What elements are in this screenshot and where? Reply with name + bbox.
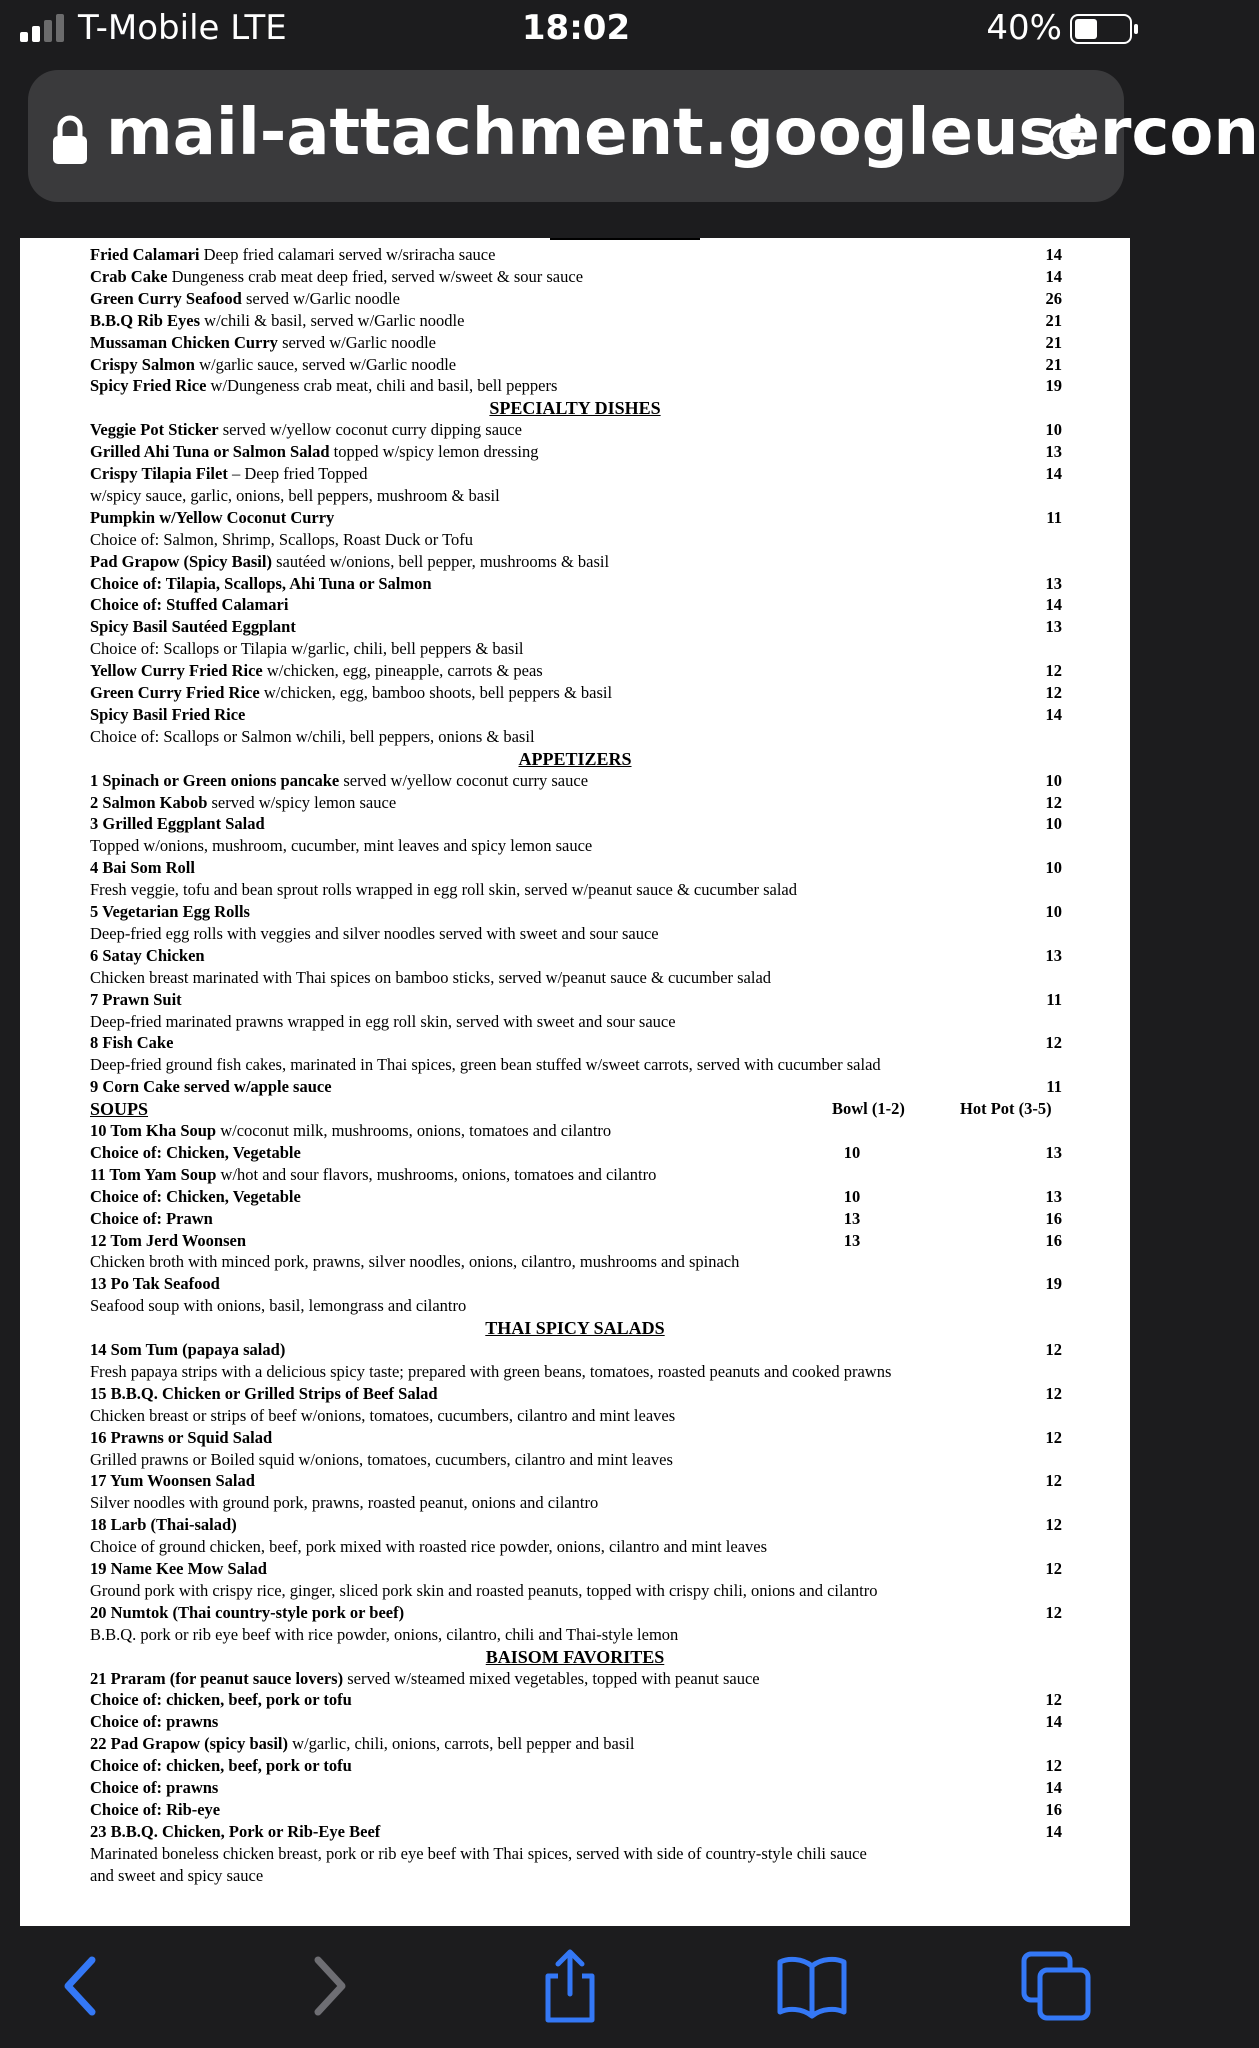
menu-item <box>90 1208 213 1230</box>
item-description: Choice of: Scallops or Tilapia w/garlic, chili, bell peppers & basil <box>90 639 524 659</box>
chevron-right-icon[interactable] <box>286 1946 366 2026</box>
menu-item <box>90 244 495 266</box>
item-name: 14 Som Tum (papaya salad) <box>90 1340 286 1359</box>
item-name: 7 Prawn Suit <box>90 989 182 1009</box>
item-price: 12 <box>1045 1427 1062 1447</box>
item-description: w/garlic, chili, onions, carrots, bell pepper and basil <box>288 1734 635 1754</box>
bowl-column-header: Bowl (1-2) <box>832 1099 905 1119</box>
menu-item <box>90 682 612 704</box>
chevron-left-icon[interactable] <box>44 1946 124 2026</box>
menu-item <box>90 266 583 288</box>
item-name: Mussaman Chicken Curry <box>90 332 278 352</box>
menu-item <box>90 726 535 748</box>
item-price: 14 <box>1045 1712 1062 1732</box>
item-price: 21 <box>1045 354 1062 374</box>
item-description: Chicken breast or strips of beef w/onions, tomatoes, cucumbers, cilantro and mint leaves <box>90 1405 676 1425</box>
bowl-price: 10 <box>843 1142 861 1162</box>
item-name: Veggie Pot Sticker <box>90 420 219 440</box>
menu-item <box>90 1339 285 1361</box>
item-price: 12 <box>1045 683 1062 702</box>
item-description: Topped w/onions, mushroom, cucumber, mint leaves and spicy lemon sauce <box>90 836 593 856</box>
menu-item <box>90 463 368 485</box>
section-heading-favorites: BAISOM FAVORITES <box>485 1646 665 1667</box>
item-price: 14 <box>1045 704 1062 724</box>
menu-item <box>90 945 205 967</box>
item-name: Pumpkin w/Yellow Coconut Curry <box>90 507 335 527</box>
menu-item <box>90 660 543 682</box>
menu-item <box>90 573 432 595</box>
item-description: B.B.Q. pork or rib eye beef with rice powder, onions, cilantro, chili and Thai-style lemon <box>90 1624 679 1644</box>
menu-item <box>90 594 288 616</box>
menu-item <box>90 332 436 354</box>
clock: 18:02 <box>521 8 631 48</box>
menu-item <box>90 1383 438 1405</box>
item-name: 10 Tom Kha Soup <box>90 1121 217 1140</box>
item-price: 10 <box>1045 814 1062 834</box>
item-name: Crispy Tilapia Filet <box>90 464 228 483</box>
item-price: 11 <box>1046 507 1062 527</box>
bowl-price: 13 <box>843 1208 861 1228</box>
item-name: Choice of: Chicken, Vegetable <box>90 1142 301 1162</box>
battery-percent: 40% <box>986 8 1062 48</box>
status-bar <box>0 0 1152 58</box>
item-description: Silver noodles with ground pork, prawns, roasted peanut, onions and cilantro <box>90 1493 599 1513</box>
section-heading-appetizers: APPETIZERS <box>518 748 632 769</box>
item-price: 13 <box>1045 1142 1062 1162</box>
menu-item <box>90 1711 218 1733</box>
item-name: 8 Fish Cake <box>90 1033 174 1053</box>
item-description: w/chicken, egg, pineapple, carrots & peas <box>262 661 543 681</box>
item-name: 15 B.B.Q. Chicken or Grilled Strips of Beef Salad <box>90 1383 438 1403</box>
menu-item <box>90 1361 891 1383</box>
menu-item <box>90 1427 272 1449</box>
item-price: 11 <box>1046 1077 1062 1097</box>
item-price: 21 <box>1045 332 1062 352</box>
menu-item <box>90 1164 656 1186</box>
item-description: served w/Garlic noodle <box>241 288 400 308</box>
item-price: 10 <box>1045 420 1062 440</box>
item-description: Dungeness crab meat deep fried, served w/sweet & sour sauce <box>167 266 584 286</box>
menu-item <box>90 1602 404 1624</box>
menu-item <box>90 835 592 857</box>
item-description: Choice of: Scallops or Salmon w/chili, bell peppers, onions & basil <box>90 726 535 746</box>
item-price: 13 <box>1045 442 1062 462</box>
item-name: 11 Tom Yam Soup <box>90 1164 217 1184</box>
menu-item <box>90 1733 634 1755</box>
item-name: 3 Grilled Eggplant Salad <box>90 814 265 834</box>
item-price: 14 <box>1045 595 1062 615</box>
item-name: 16 Prawns or Squid Salad <box>90 1427 273 1447</box>
menu-item <box>90 1405 675 1427</box>
menu-item <box>90 1514 237 1536</box>
menu-item <box>90 288 400 310</box>
item-description: w/chili & basil, served w/Garlic noodle <box>200 310 465 330</box>
item-price: 12 <box>1045 661 1062 681</box>
item-price: 10 <box>1045 902 1062 921</box>
item-price: 13 <box>1045 617 1062 637</box>
item-name: 21 Praram (for peanut sauce lovers) <box>90 1668 344 1688</box>
menu-item <box>90 1777 218 1799</box>
item-price: 16 <box>1045 1230 1062 1250</box>
menu-item <box>90 1054 881 1076</box>
item-description: served w/yellow coconut curry sauce <box>339 770 589 790</box>
item-description: served w/steamed mixed vegetables, topped with peanut sauce <box>343 1668 760 1688</box>
carrier-label: T-Mobile LTE <box>78 8 287 48</box>
section-heading-specialty: SPECIALTY DISHES <box>489 398 661 419</box>
menu-item <box>90 813 265 835</box>
menu-item <box>90 704 245 726</box>
menu-item <box>90 1624 678 1646</box>
item-description: Deep fried calamari served w/sriracha sauce <box>199 245 496 264</box>
item-name: Spicy Basil Sautéed Eggplant <box>90 617 296 637</box>
bowl-price: 10 <box>843 1186 861 1206</box>
item-description: Fresh veggie, tofu and bean sprout rolls wrapped in egg roll skin, served w/peanut sauce & cucumber salad <box>90 880 798 900</box>
item-description: served w/Garlic noodle <box>277 332 437 352</box>
menu-item <box>90 1142 301 1164</box>
menu-item <box>90 792 396 814</box>
menu-item <box>90 1449 673 1471</box>
item-name: 23 B.B.Q. Chicken, Pork or Rib-Eye Beef <box>90 1821 381 1841</box>
item-price: 10 <box>1045 858 1062 878</box>
item-description: w/hot and sour flavors, mushrooms, onions, tomatoes and cilantro <box>216 1164 657 1184</box>
battery-icon <box>1070 14 1132 44</box>
menu-item <box>90 616 296 638</box>
item-description: Deep-fried marinated prawns wrapped in egg roll skin, served with sweet and sour sauce <box>90 1011 676 1031</box>
item-description: Fresh papaya strips with a delicious spicy taste; prepared with green beans, tomatoes, roasted peanuts and cooked prawns <box>90 1361 892 1381</box>
item-price: 14 <box>1045 245 1062 264</box>
menu-item <box>90 1230 246 1252</box>
tabs-icon[interactable] <box>1016 1946 1096 2026</box>
menu-item <box>90 529 473 551</box>
menu-item <box>90 375 557 397</box>
menu-item <box>90 507 334 529</box>
item-description: – Deep fried Topped <box>227 464 368 483</box>
item-name: Green Curry Seafood <box>90 288 242 308</box>
item-description: Choice of: Salmon, Shrimp, Scallops, Roast Duck or Tofu <box>90 529 474 549</box>
section-heading-salads: THAI SPICY SALADS <box>485 1318 665 1339</box>
item-name: Choice of: chicken, beef, pork or tofu <box>90 1756 352 1776</box>
menu-item <box>90 1492 598 1514</box>
item-name: Choice of: Stuffed Calamari <box>90 595 289 615</box>
item-description: Chicken broth with minced pork, prawns, silver noodles, onions, cilantro, mushrooms and spinach <box>90 1252 740 1272</box>
menu-item <box>90 879 797 901</box>
item-price: 14 <box>1045 1821 1062 1841</box>
item-name: Choice of: chicken, beef, pork or tofu <box>90 1690 352 1710</box>
reload-icon[interactable] <box>1038 112 1094 168</box>
menu-item <box>90 310 464 332</box>
item-name: Choice of: Rib-eye <box>90 1799 221 1819</box>
item-name: 18 Larb (Thai-salad) <box>90 1515 237 1535</box>
item-description: Seafood soup with onions, basil, lemongrass and cilantro <box>90 1296 467 1316</box>
menu-item <box>90 901 250 923</box>
item-name: Green Curry Fried Rice <box>90 683 260 702</box>
item-price: 21 <box>1045 310 1062 330</box>
book-icon[interactable] <box>772 1946 852 2026</box>
item-price: 12 <box>1045 1471 1062 1491</box>
item-name: 5 Vegetarian Egg Rolls <box>90 902 250 921</box>
menu-item <box>90 1032 173 1054</box>
menu-item <box>90 1186 301 1208</box>
item-name: Fried Calamari <box>90 245 200 264</box>
menu-item <box>90 485 500 507</box>
menu-item <box>90 1536 767 1558</box>
menu-item <box>90 1865 263 1887</box>
item-price: 13 <box>1045 573 1062 593</box>
menu-item <box>90 1755 352 1777</box>
menu-item <box>90 967 771 989</box>
item-description: sautéed w/onions, bell pepper, mushrooms & basil <box>271 551 610 571</box>
item-name: 2 Salmon Kabob <box>90 792 208 812</box>
hotpot-column-header: Hot Pot (3-5) <box>960 1099 1052 1119</box>
item-price: 12 <box>1045 1340 1062 1359</box>
item-price: 12 <box>1045 1602 1062 1622</box>
section-heading-soups: SOUPS <box>90 1099 149 1120</box>
menu-item <box>90 1273 220 1295</box>
item-description: Chicken breast marinated with Thai spices on bamboo sticks, served w/peanut sauce & cucumber salad <box>90 967 772 987</box>
item-description: Marinated boneless chicken breast, pork or rib eye beef with Thai spices, served with side of country-style chili sauce <box>90 1843 867 1863</box>
item-description: w/garlic sauce, served w/Garlic noodle <box>194 354 457 374</box>
menu-item <box>90 551 609 573</box>
item-description: topped w/spicy lemon dressing <box>329 442 539 462</box>
item-name: 9 Corn Cake served w/apple sauce <box>90 1077 332 1097</box>
menu-item <box>90 419 522 441</box>
menu-item <box>90 1251 739 1273</box>
item-name: Crispy Salmon <box>90 354 195 374</box>
lock-icon <box>50 114 90 166</box>
menu-item <box>90 1011 676 1033</box>
menu-item <box>90 638 524 660</box>
item-price: 13 <box>1045 1186 1062 1206</box>
item-price: 16 <box>1045 1208 1062 1228</box>
item-name: 13 Po Tak Seafood <box>90 1274 220 1294</box>
item-price: 11 <box>1046 989 1062 1009</box>
item-description: Deep-fried ground fish cakes, marinated in Thai spices, green bean stuffed w/sweet carrots, served with cucumber salad <box>90 1055 881 1075</box>
item-name: B.B.Q Rib Eyes <box>90 310 201 330</box>
item-price: 12 <box>1045 1515 1062 1535</box>
item-price: 14 <box>1045 464 1062 483</box>
item-name: Choice of: Tilapia, Scallops, Ahi Tuna or Salmon <box>90 573 432 593</box>
item-price: 19 <box>1045 376 1062 396</box>
share-icon[interactable] <box>530 1946 610 2026</box>
item-price: 10 <box>1045 770 1062 790</box>
item-name: Choice of: prawns <box>90 1778 219 1797</box>
item-description: served w/yellow coconut curry dipping sauce <box>218 420 522 440</box>
menu-item <box>90 1558 267 1580</box>
item-price: 13 <box>1045 945 1062 965</box>
address-bar[interactable] <box>28 70 1259 202</box>
menu-item <box>90 441 538 463</box>
item-description: and sweet and spicy sauce <box>90 1865 264 1885</box>
menu-item <box>90 1076 332 1098</box>
item-name: 12 Tom Jerd Woonsen <box>90 1230 247 1250</box>
item-description: w/Dungeness crab meat, chili and basil, bell peppers <box>206 376 558 396</box>
item-name: 6 Satay Chicken <box>90 945 205 965</box>
item-price: 12 <box>1045 1756 1062 1776</box>
item-price: 16 <box>1045 1799 1062 1819</box>
menu-item <box>90 1580 878 1602</box>
item-description: served w/spicy lemon sauce <box>207 792 397 812</box>
item-description: Ground pork with crispy rice, ginger, sliced pork skin and roasted peanuts, topped with crispy chili, onions and cilantro <box>90 1580 878 1600</box>
menu-item <box>90 1689 352 1711</box>
item-description: Grilled prawns or Boiled squid w/onions, tomatoes, cucumbers, cilantro and mint leaves <box>90 1449 673 1469</box>
menu-item <box>90 1470 255 1492</box>
item-name: 17 Yum Woonsen Salad <box>90 1471 255 1491</box>
item-price: 19 <box>1045 1274 1062 1294</box>
menu-item <box>90 857 195 879</box>
item-name: 20 Numtok (Thai country-style pork or beef) <box>90 1602 405 1622</box>
item-name: Spicy Basil Fried Rice <box>90 704 246 724</box>
menu-item <box>90 1821 380 1843</box>
item-description: w/chicken, egg, bamboo shoots, bell peppers & basil <box>259 683 613 702</box>
item-price: 26 <box>1045 288 1062 308</box>
item-name: 22 Pad Grapow (spicy basil) <box>90 1734 289 1754</box>
item-name: Choice of: Prawn <box>90 1208 213 1228</box>
item-name: 4 Bai Som Roll <box>90 858 195 878</box>
menu-item <box>90 923 659 945</box>
item-price: 12 <box>1045 1383 1062 1403</box>
pdf-document[interactable] <box>20 238 1130 1926</box>
item-name: Yellow Curry Fried Rice <box>90 661 263 681</box>
item-description: Choice of ground chicken, beef, pork mixed with roasted rice powder, onions, cilantro and mint leaves <box>90 1537 768 1557</box>
browser-toolbar <box>0 1926 1152 2048</box>
menu-item <box>90 770 588 792</box>
item-name: 1 Spinach or Green onions pancake <box>90 770 340 790</box>
item-name: Grilled Ahi Tuna or Salmon Salad <box>90 442 330 462</box>
bowl-price: 13 <box>843 1230 861 1250</box>
item-price: 12 <box>1045 1559 1062 1578</box>
item-name: Choice of: prawns <box>90 1712 219 1732</box>
menu-item <box>90 989 182 1011</box>
menu-item <box>90 1295 466 1317</box>
item-name: Spicy Fried Rice <box>90 376 207 396</box>
menu-item <box>90 1843 867 1865</box>
item-name: 19 Name Kee Mow Salad <box>90 1559 267 1578</box>
item-description: w/coconut milk, mushrooms, onions, tomatoes and cilantro <box>216 1121 612 1140</box>
item-price: 12 <box>1045 792 1062 812</box>
menu-item <box>90 1799 220 1821</box>
menu-item <box>90 1668 760 1690</box>
url-text[interactable]: mail-attachment.googleusercon <box>106 96 1259 170</box>
item-name: Choice of: Chicken, Vegetable <box>90 1186 301 1206</box>
menu-item <box>90 1120 611 1142</box>
item-name: Crab Cake <box>90 266 168 286</box>
item-description: w/spicy sauce, garlic, onions, bell peppers, mushroom & basil <box>90 485 500 505</box>
menu-item <box>90 354 456 376</box>
item-price: 14 <box>1045 1778 1062 1797</box>
section-divider <box>550 238 700 240</box>
item-price: 12 <box>1045 1033 1062 1053</box>
item-name: Pad Grapow (Spicy Basil) <box>90 551 272 571</box>
item-price: 12 <box>1045 1690 1062 1710</box>
item-price: 14 <box>1045 266 1062 286</box>
item-description: Deep-fried egg rolls with veggies and silver noodles served with sweet and sour sauce <box>90 923 659 943</box>
